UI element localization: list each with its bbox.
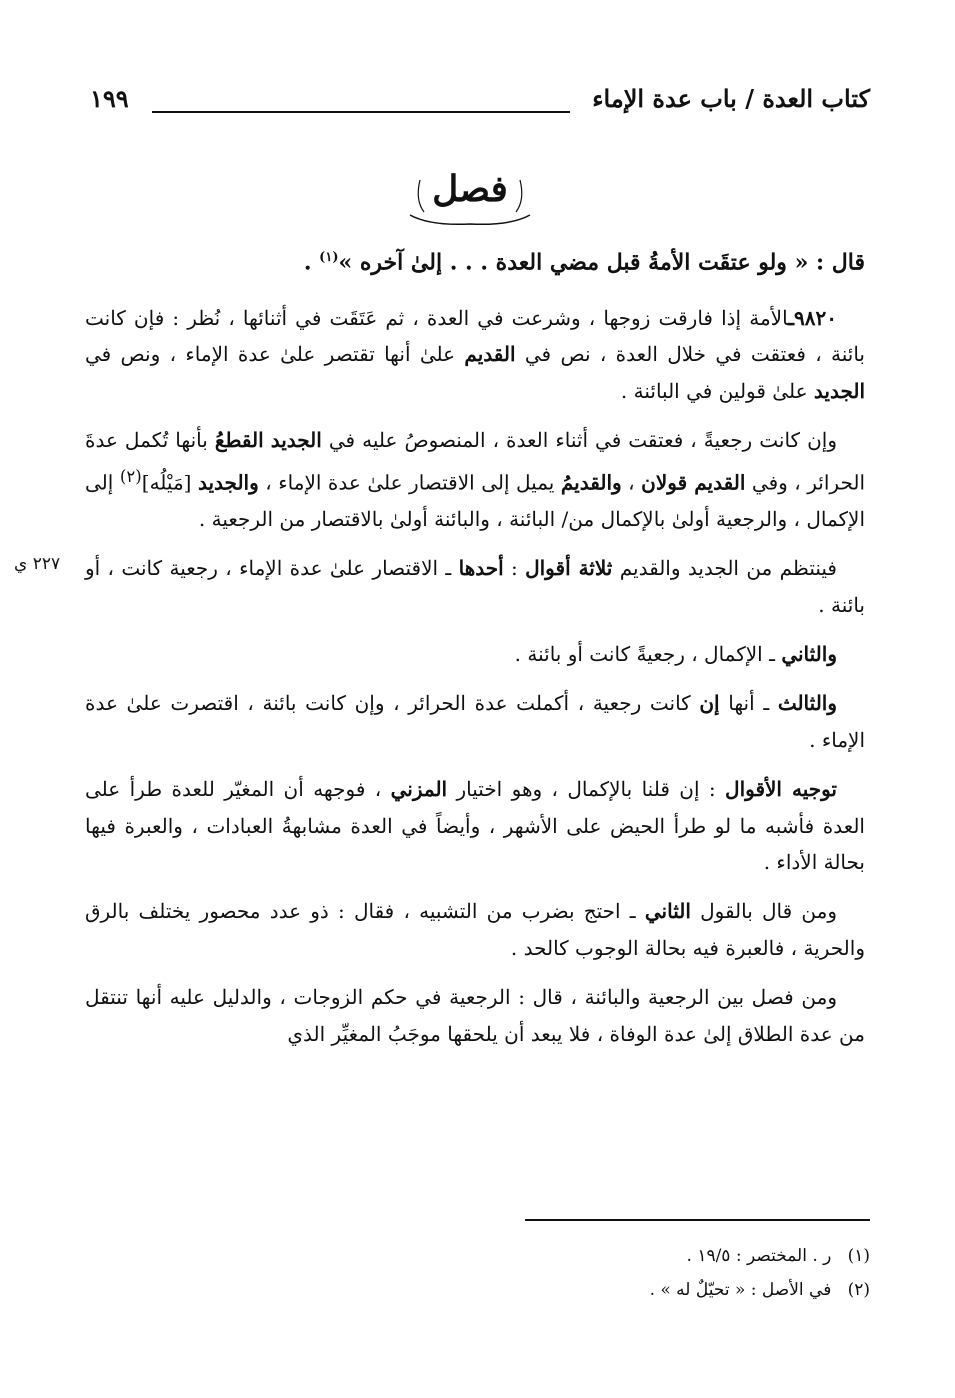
header-rule [152, 111, 570, 113]
text-run: ، [621, 470, 642, 495]
text-run: علىٰ أنها تقتصر علىٰ عدة الإماء ، ونص في [85, 342, 465, 367]
text-run: [مَيْلُه] [141, 470, 198, 495]
quote-end: . [303, 249, 312, 276]
paragraph-9820 [85, 300, 865, 409]
text-run: بأنها تُكمل عدةَ الحرائر ، وفي [85, 428, 865, 495]
quoted-matn [85, 240, 865, 280]
footnote-ref-1: (١) [319, 250, 339, 265]
bold-term: والجديد [197, 470, 259, 495]
text-run: ـ الإكمال ، رجعيةً كانت أو بائنة . [514, 641, 782, 666]
paragraph-second-argument [85, 893, 865, 966]
text-run: ـ الاقتصار علىٰ عدة الإماء ، رجعية كانت ، أو بائنة . [85, 556, 865, 617]
text-run: يميل إلى الاقتصار علىٰ عدة الإماء ، [258, 470, 561, 495]
bold-term: توجيه الأقوال [725, 777, 837, 802]
text-run: ـ أنها [719, 691, 778, 716]
section-heading: فصل [432, 168, 508, 210]
text-run: : [503, 556, 526, 581]
footnote-1 [90, 1246, 870, 1266]
text-run: ومن قال بالقول [690, 899, 837, 924]
text-run: ومن فصل بين الرجعية والبائنة ، قال : الرجعية في حكم الزوجات ، والدليل عليه أنها تنتقل من عدة الطلاق إلىٰ عدة الوفاة ، فلا يبعد أن يلحقها موجَبُ المغيِّر الذي [85, 985, 865, 1046]
manuscript-folio-note: ٢٢٧ ي [14, 554, 61, 574]
paragraph-third-view [85, 685, 865, 758]
text-run: وإن كانت رجعيةً ، فعتقت في أثناء العدة ، المنصوصُ عليه في [321, 428, 837, 453]
section-ornament [390, 160, 550, 230]
paragraph-second-view [85, 636, 865, 672]
text-run: الأمة إذا فارقت زوجها ، وشرعت في العدة ، ثم عَتَقَت في أثنائها ، نُظر : فإن كانت بائنة ، فعتقت في خلال العدة ، نص في [85, 306, 866, 367]
paragraph-justification [85, 771, 865, 880]
bold-term: الجديد [270, 428, 322, 453]
header-title: كتاب العدة / باب عدة الإماء [592, 84, 870, 113]
footnote-2 [90, 1280, 870, 1300]
issue-number: ٩٨٢٠ـ [788, 306, 837, 330]
text-run: ـ احتج بضرب من التشبيه ، فقال : ذو عدد محصور يختلف بالرق والحرية ، فالعبرة فيه بحالة الوجوب كالحد . [85, 899, 865, 960]
bold-term: أحدها [458, 556, 504, 581]
footnote-ref-2: (٢) [119, 466, 142, 486]
text-run: ، فوجهه أن المغيّر للعدة طرأ على العدة فأشبه ما لو طرأ الحيض على الأشهر ، وأيضاً في العدة مشابهةُ العبادات ، والعبرة فيها بحالة الأداء . [85, 777, 865, 874]
bold-term: القديم [464, 342, 516, 367]
body-text [85, 300, 865, 1065]
text-run: كانت رجعية ، أكملت عدة الحرائر ، وإن كانت بائنة ، اقتصرت علىٰ عدة الإماء . [85, 691, 865, 752]
footnote-text: ر . المختصر : ١٩/٥ . [686, 1246, 832, 1266]
bold-term: إن [699, 691, 720, 716]
text-run: إلى الإكمال ، والرجعية أولىٰ بالإكمال من/ البائنة ، والبائنة أولىٰ بالاقتصار من الرجعية . [85, 470, 865, 531]
bold-term: والثالث [777, 691, 837, 716]
bold-term: ثلاثة أقوال [525, 556, 613, 581]
bold-term: القديم قولان [641, 470, 746, 495]
bold-term: المزني [390, 777, 448, 802]
bold-term: الثاني [644, 899, 691, 924]
footnote-rule [525, 1219, 870, 1221]
bold-term: القطعُ [214, 428, 264, 453]
footnote-number: (٢) [847, 1280, 870, 1300]
text-run: فينتظم من الجديد والقديم [612, 556, 837, 581]
bold-term: والقديمُ [560, 470, 622, 495]
qala-label: قال : [816, 249, 865, 276]
text-run: علىٰ قولين في البائنة . [620, 378, 814, 403]
paragraph-three-views [85, 550, 865, 623]
matn-quote: « ولو عتقَت الأمةُ قبل مضي العدة . . . إلىٰ آخره » [338, 249, 809, 276]
running-header [90, 84, 870, 124]
text-run: : إن قلنا بالإكمال ، وهو اختيار [447, 777, 726, 802]
bold-term: الجديد [813, 378, 865, 403]
page-number: ١٩٩ [90, 84, 129, 113]
paragraph-raj-iya [85, 422, 865, 537]
paragraph-distinction [85, 979, 865, 1052]
bold-term: والثاني [781, 641, 837, 666]
footnote-text: في الأصل : « تحيّلٌ له » . [649, 1280, 832, 1300]
footnote-number: (١) [847, 1246, 870, 1266]
